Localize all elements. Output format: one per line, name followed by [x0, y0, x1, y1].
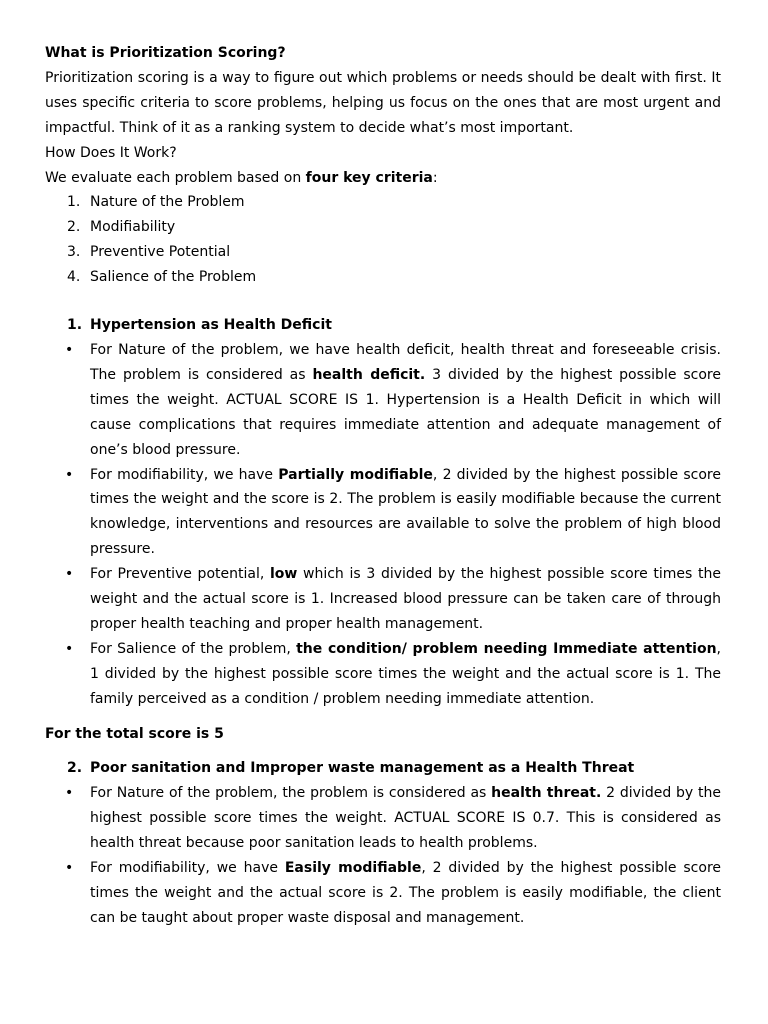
bullet-item	[45, 463, 721, 563]
criteria-item	[45, 240, 721, 265]
criteria-label: Salience of the Problem	[90, 269, 257, 286]
bullet-text: For Salience of the problem,	[90, 640, 297, 657]
criteria-label: Preventive Potential	[90, 244, 231, 261]
bullet-text: 3 divided by the highest possible score times the weight. ACTUAL SCORE IS 1. Hypertension is a Health Deficit in which will cause complications that requires immediate attention and adequate management of one’s blood pressure.	[90, 366, 721, 458]
evaluate-line	[45, 166, 721, 191]
bullet-bold: Easily modifiable	[284, 860, 422, 877]
bullet-icon: •	[65, 341, 74, 358]
bullet-item	[45, 562, 721, 637]
criteria-item	[45, 265, 721, 290]
bullet-bold: Partially modifiable	[278, 466, 433, 483]
bullet-item	[45, 856, 721, 931]
intro-paragraph: Prioritization scoring is a way to figure out which problems or needs should be dealt with first. It uses specific criteria to score problems, helping us focus on the ones that are most urgent and impactful. Think of it as a ranking system to decide what’s most important.	[45, 69, 721, 136]
criteria-number: 3.	[67, 244, 81, 261]
problem-1-bullets	[45, 338, 721, 712]
bullet-text: For modifiability, we have	[90, 860, 285, 877]
bullet-text: For modifiability, we have	[90, 466, 279, 483]
bullet-icon: •	[65, 566, 74, 583]
how-label: How Does It Work?	[45, 144, 177, 161]
bullet-icon: •	[65, 860, 74, 877]
bullet-item	[45, 338, 721, 463]
criteria-item	[45, 215, 721, 240]
bullet-item	[45, 637, 721, 712]
bullet-item	[45, 781, 721, 856]
bullet-icon: •	[65, 466, 74, 483]
problem-1-title: Hypertension as Health Deficit	[90, 317, 332, 334]
evaluate-text: We evaluate each problem based on	[45, 169, 306, 186]
criteria-label: Nature of the Problem	[90, 194, 245, 211]
bullet-text: , 2 divided by the highest possible score times the weight and the actual score is 2. The problem is easily modifiable, the client can be taught about proper waste disposal and management.	[90, 860, 721, 926]
bullet-text: , 1 divided by the highest possible score times the weight and the actual score is 1. The family perceived as a condition / problem needing immediate attention.	[90, 640, 721, 707]
problem-1-number: 1.	[67, 317, 83, 334]
bullet-text: For Nature of the problem, we have health deficit, health threat and foreseeable crisis. The problem is considered as	[90, 341, 721, 383]
criteria-label: Modifiability	[90, 219, 176, 236]
criteria-list	[45, 190, 721, 290]
evaluate-colon: :	[432, 169, 438, 186]
intro-title: What is Prioritization Scoring?	[45, 45, 286, 61]
problem-1-heading	[45, 313, 721, 338]
criteria-number: 2.	[67, 219, 81, 236]
spacer	[45, 746, 721, 756]
bullet-text: which is 3 divided by the highest possible score times the weight and the actual score is 1. Increased blood pressure can be taken care of through proper health teaching and proper health management.	[90, 566, 721, 632]
criteria-number: 1.	[67, 194, 81, 211]
bullet-text: For Preventive potential,	[90, 566, 270, 583]
evaluate-bold: four key criteria	[305, 169, 433, 186]
bullet-bold: health deficit.	[312, 366, 426, 383]
bullet-bold: low	[269, 566, 298, 583]
problem-2-title: Poor sanitation and Improper waste management as a Health Threat	[90, 760, 635, 777]
spacer	[45, 290, 721, 313]
total-score: For the total score is 5	[45, 725, 224, 742]
document-page	[45, 41, 721, 931]
problem-2-bullets	[45, 781, 721, 930]
bullet-text: 2 divided by the highest possible score times the weight. ACTUAL SCORE IS 0.7. This is considered as health threat because poor sanitation leads to health problems.	[90, 785, 721, 852]
bullet-text: For Nature of the problem, the problem is considered as	[90, 785, 492, 802]
bullet-bold: the condition/ problem needing Immediate attention	[296, 640, 717, 657]
problem-2-heading	[45, 756, 721, 781]
criteria-number: 4.	[67, 269, 81, 286]
criteria-item	[45, 190, 721, 215]
problem-2-number: 2.	[67, 760, 83, 777]
bullet-text: , 2 divided by the highest possible score times the weight and the score is 2. The problem is easily modifiable because the current knowledge, interventions and resources are available to solve the problem of high blood pressure.	[90, 466, 721, 558]
bullet-icon: •	[65, 640, 74, 657]
spacer	[45, 712, 721, 722]
bullet-icon: •	[65, 785, 74, 802]
bullet-bold: health threat.	[491, 785, 602, 802]
